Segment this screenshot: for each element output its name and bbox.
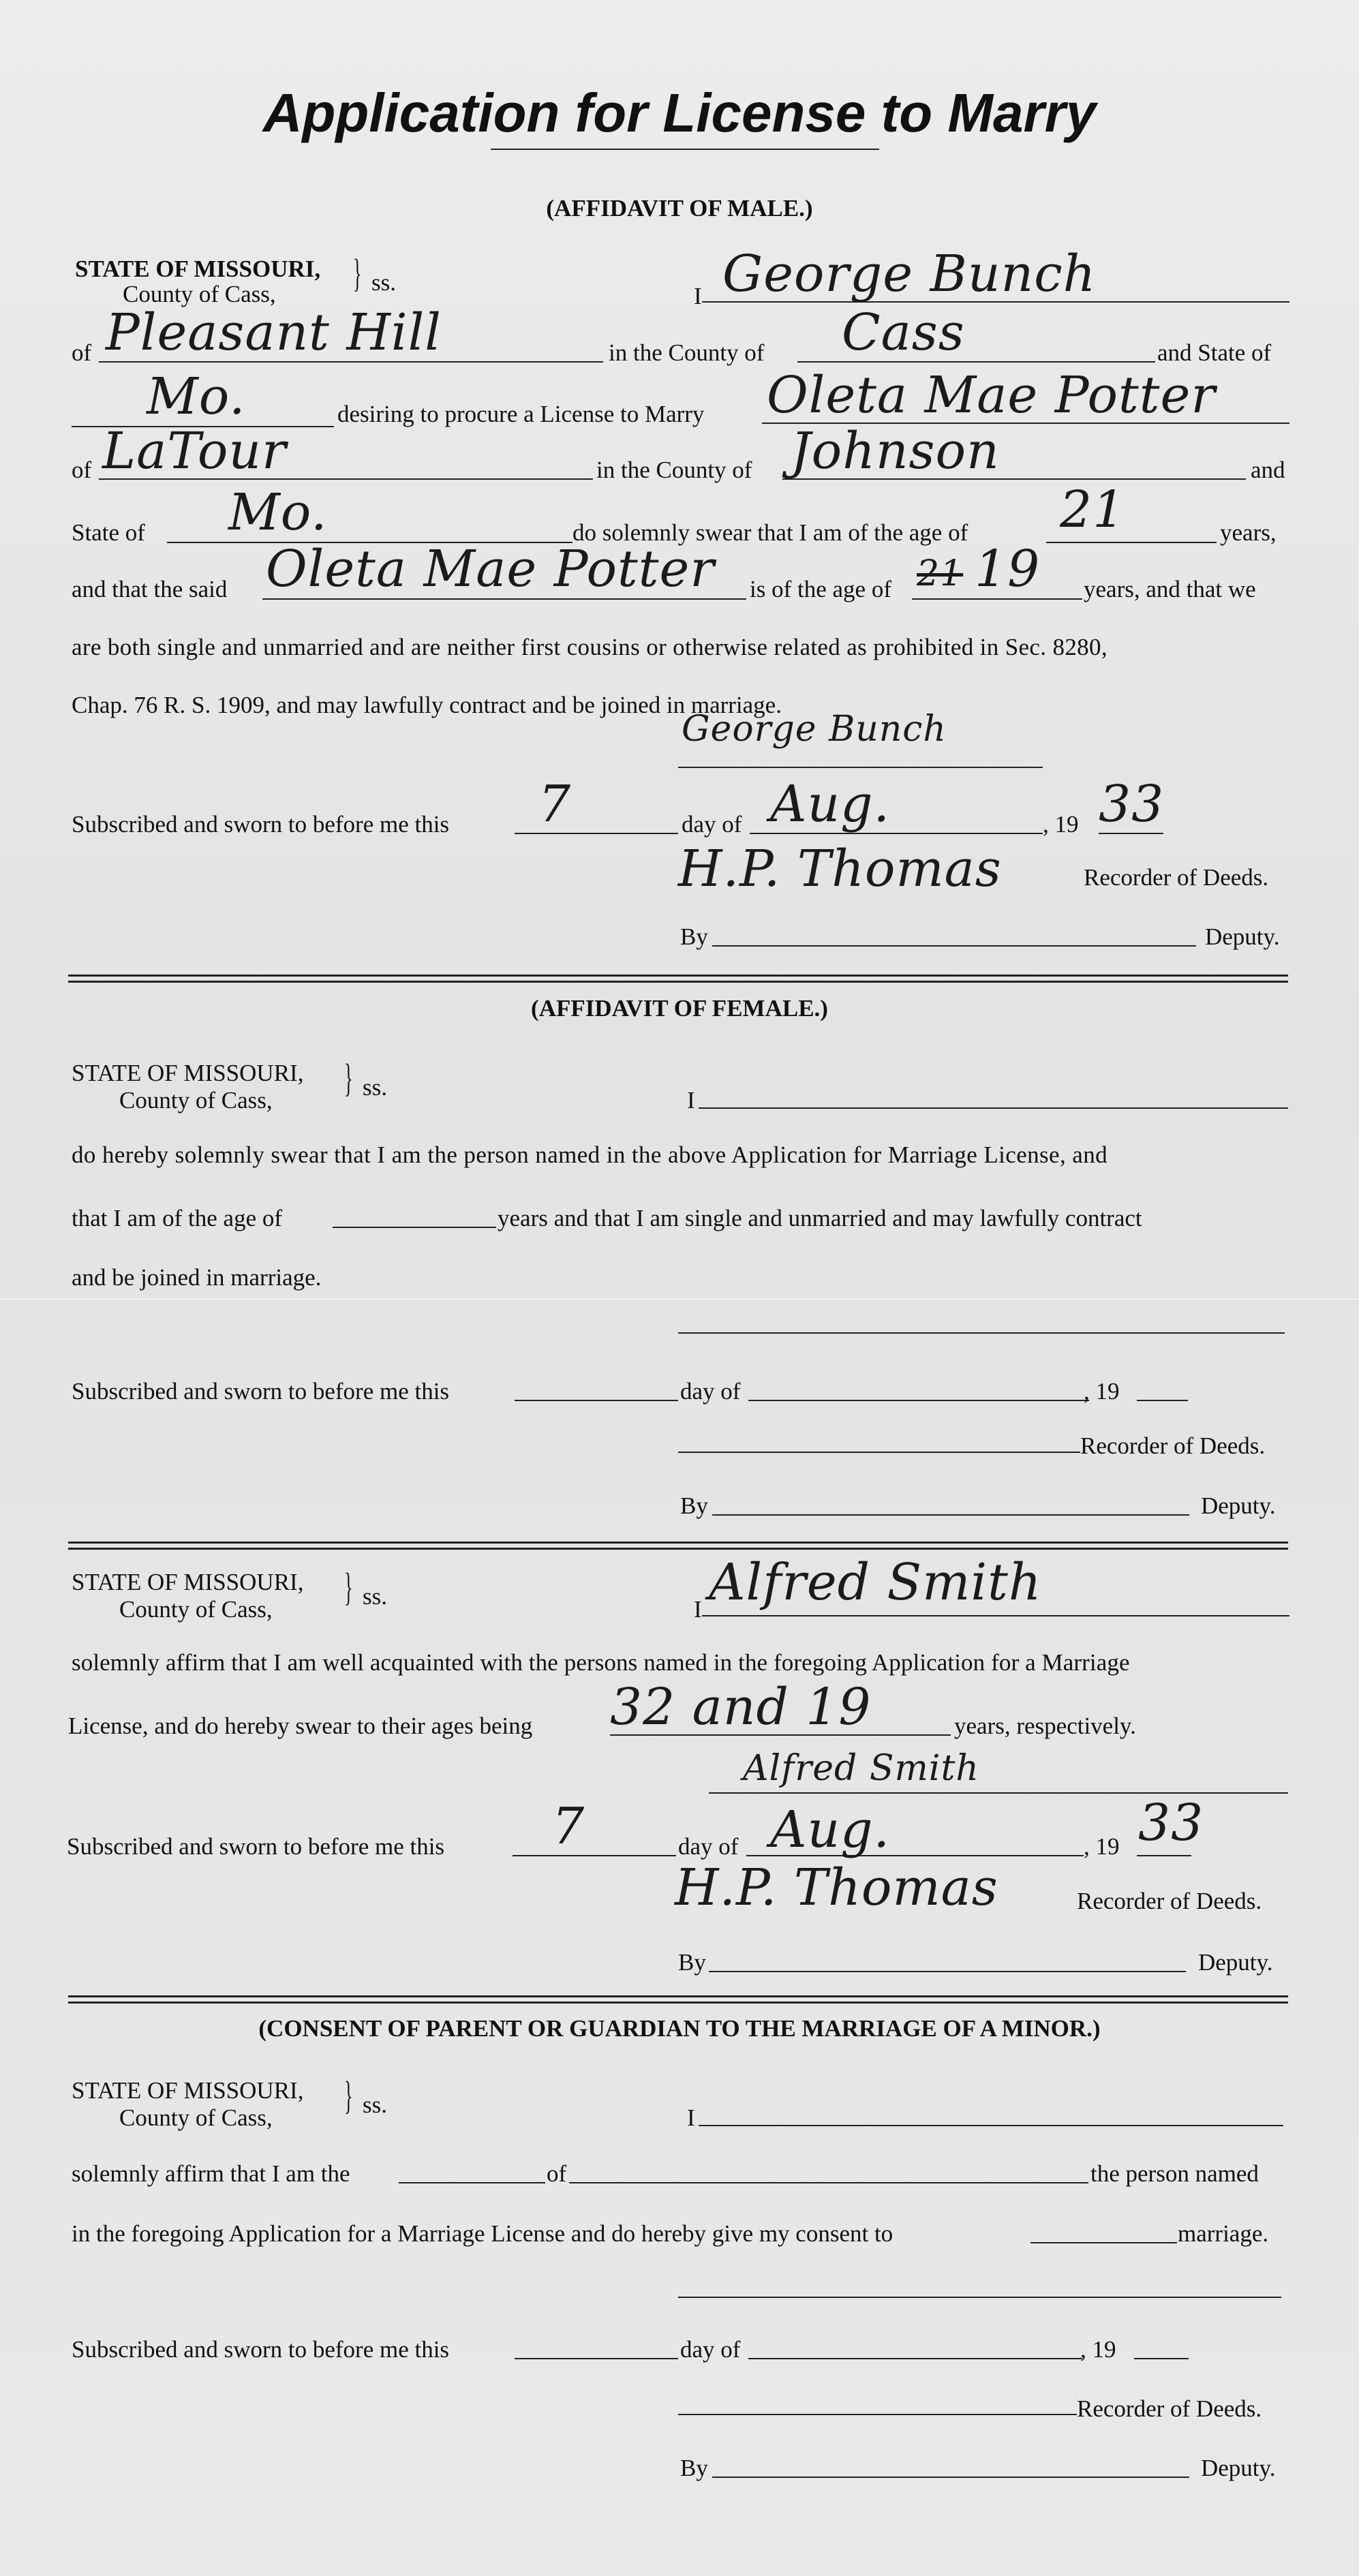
female-line-2b: years and that I am single and unmarried and may lawfully contract [498, 1205, 1142, 1231]
do-swear-label: do solemnly swear that I am of the age of [572, 519, 968, 546]
witness-line-2a: License, and do hereby swear to their ages being [68, 1713, 533, 1739]
day-of-label-4: day of [680, 2336, 741, 2363]
month-line-4 [748, 2358, 1082, 2359]
male-age: 21 [1060, 480, 1126, 539]
brace-icon: } [353, 251, 362, 295]
document-title: Application for License to Marry [262, 82, 1097, 143]
deputy-label-2: Deputy. [1201, 1492, 1276, 1519]
witness-signature: Alfred Smith [743, 1748, 979, 1789]
by-label-3: By [678, 1949, 706, 1976]
groom-county: Cass [842, 303, 965, 362]
county-label-3: County of Cass, [119, 1596, 273, 1623]
of-label: of [72, 339, 92, 366]
sworn-label: Subscribed and sworn to before me this [72, 811, 450, 838]
recorder-signature: H.P. Thomas [678, 840, 1002, 898]
deputy-line [712, 945, 1196, 947]
female-line-2a: that I am of the age of [72, 1205, 283, 1231]
state-label-4: STATE OF MISSOURI, [72, 2077, 304, 2104]
day-of-label-2: day of [680, 1378, 741, 1405]
ss-label-2: ss. [363, 1074, 387, 1101]
state-label: STATE OF MISSOURI, [75, 256, 321, 282]
recorder-label-3: Recorder of Deeds. [1077, 1888, 1262, 1914]
bride-age: 19 [975, 540, 1041, 598]
section-divider-2 [68, 1542, 1288, 1550]
witness-name: Alfred Smith [709, 1553, 1042, 1612]
deputy-line-3 [709, 1971, 1186, 1972]
county-label: County of Cass, [123, 281, 276, 307]
day-of-label: day of [682, 811, 742, 838]
ss-label-4: ss. [363, 2091, 387, 2118]
bride-state: Mo. [228, 483, 328, 542]
groom-name: George Bunch [722, 245, 1097, 303]
year-line-2 [1137, 1400, 1188, 1401]
bride-county: Johnson [791, 422, 1000, 480]
year-line-3 [1137, 1855, 1191, 1856]
male-age-line [1046, 542, 1217, 543]
witness-name-line [702, 1615, 1289, 1616]
day-line-3 [513, 1855, 676, 1856]
desiring-label: desiring to procure a License to Marry [337, 401, 705, 427]
and-label: and [1251, 457, 1285, 483]
deputy-label-4: Deputy. [1201, 2455, 1276, 2481]
recorder-line-2 [678, 1452, 1080, 1453]
by-label-4: By [680, 2455, 708, 2481]
witness-sworn-day: 7 [552, 1797, 585, 1856]
in-county-label: in the County of [609, 339, 765, 366]
by-label: By [680, 923, 708, 950]
day-line-2 [515, 1400, 678, 1401]
recorder-label: Recorder of Deeds. [1084, 864, 1269, 891]
state-of-label: State of [72, 519, 145, 546]
brace-icon-3: } [344, 1565, 353, 1609]
parent-signature-line [678, 2297, 1281, 2298]
is-of-age-label: is of the age of [750, 576, 891, 602]
in-county-label-2: in the County of [596, 457, 752, 483]
sworn-month: Aug. [770, 775, 890, 833]
bride-age-struck: 21 [917, 553, 964, 594]
female-age-line [333, 1227, 496, 1228]
witness-ages: 32 and 19 [610, 1678, 872, 1736]
and-state-label: and State of [1157, 339, 1272, 366]
consent-line-1a: solemnly affirm that I am the [72, 2160, 350, 2187]
of-label-2: of [72, 457, 92, 483]
female-signature-line [678, 1332, 1285, 1334]
state-label-3: STATE OF MISSOURI, [72, 1569, 304, 1595]
section-divider-3 [68, 1995, 1288, 2004]
i-label-3: I [694, 1596, 702, 1623]
sworn-label-2: Subscribed and sworn to before me this [72, 1378, 450, 1405]
paper-fold [0, 1298, 1359, 1300]
bride-town: LaTour [102, 422, 287, 480]
female-name-line [699, 1107, 1288, 1109]
body-line-1: are both single and unmarried and are neither first cousins or otherwise related as prohibited in Sec. 8280, [72, 634, 1108, 660]
male-affidavit-heading: (AFFIDAVIT OF MALE.) [546, 195, 813, 221]
month-line-2 [748, 1400, 1089, 1401]
nineteen-label-2: , 19 [1084, 1378, 1120, 1405]
i-label: I [694, 283, 702, 309]
consent-line-2b: marriage. [1178, 2220, 1269, 2247]
consent-line-1b: of [547, 2160, 567, 2187]
female-line-1: do hereby solemnly swear that I am the person named in the above Application for Marriage License, and [72, 1141, 1108, 1168]
that-the-said-label: and that the said [72, 576, 228, 602]
state-label-2: STATE OF MISSOURI, [72, 1060, 304, 1086]
witness-sworn-month: Aug. [770, 1800, 890, 1859]
years-we-label: years, and that we [1084, 576, 1256, 602]
deputy-label-3: Deputy. [1198, 1949, 1273, 1976]
recorder-label-4: Recorder of Deeds. [1077, 2395, 1262, 2422]
nineteen-label-4: , 19 [1080, 2336, 1116, 2363]
relation-line [399, 2182, 545, 2183]
county-label-2: County of Cass, [119, 1087, 273, 1114]
groom-town: Pleasant Hill [106, 303, 442, 362]
brace-icon-2: } [344, 1056, 353, 1100]
bride-name-2: Oleta Mae Potter [266, 540, 715, 598]
recorder-label-2: Recorder of Deeds. [1080, 1432, 1266, 1459]
day-of-label-3: day of [678, 1833, 739, 1860]
witness-line-2b: years, respectively. [954, 1713, 1136, 1739]
year-line-4 [1134, 2358, 1189, 2359]
bride-age-line [912, 598, 1082, 600]
day-line-4 [515, 2358, 678, 2359]
sworn-year: 33 [1099, 775, 1165, 833]
deputy-line-4 [712, 2477, 1189, 2478]
female-line-3: and be joined in marriage. [72, 1264, 322, 1291]
signature-line [678, 767, 1043, 768]
county-label-4: County of Cass, [119, 2104, 273, 2131]
minor-name-line [569, 2182, 1088, 2183]
groom-state: Mo. [147, 367, 246, 426]
witness-sworn-year: 33 [1138, 1794, 1204, 1852]
parent-name-line [699, 2125, 1283, 2126]
sworn-label-4: Subscribed and sworn to before me this [72, 2336, 450, 2363]
consent-heading: (CONSENT OF PARENT OR GUARDIAN TO THE MARRIAGE OF A MINOR.) [258, 2015, 1101, 2042]
i-label-2: I [687, 1087, 695, 1114]
sworn-day: 7 [538, 775, 572, 833]
witness-line-1: solemnly affirm that I am well acquainted with the persons named in the foregoing Application for a Marriage [72, 1649, 1130, 1676]
deputy-label: Deputy. [1205, 923, 1280, 950]
consent-line-1c: the person named [1090, 2160, 1259, 2187]
i-label-4: I [687, 2104, 695, 2131]
by-label-2: By [680, 1492, 708, 1519]
bride-name-line-2 [262, 598, 746, 600]
ss-label: ss. [371, 269, 396, 296]
body-line-2: Chap. 76 R. S. 1909, and may lawfully contract and be joined in marriage. [72, 692, 782, 718]
nineteen-label-3: , 19 [1084, 1833, 1120, 1860]
years-label: years, [1220, 519, 1277, 546]
section-divider [68, 975, 1288, 983]
brace-icon-4: } [344, 2073, 353, 2117]
deputy-line-2 [712, 1514, 1189, 1516]
consent-name-line [1030, 2242, 1177, 2243]
recorder-line-4 [678, 2414, 1077, 2415]
recorder-signature-2: H.P. Thomas [675, 1858, 998, 1917]
female-affidavit-heading: (AFFIDAVIT OF FEMALE.) [531, 995, 828, 1022]
bride-name: Oleta Mae Potter [767, 366, 1216, 425]
title-underline [491, 149, 879, 150]
nineteen-label: , 19 [1043, 811, 1079, 838]
ss-label-3: ss. [363, 1583, 387, 1610]
consent-line-2a: in the foregoing Application for a Marriage License and do hereby give my consent to [72, 2220, 894, 2247]
sworn-label-3: Subscribed and sworn to before me this [67, 1833, 445, 1860]
groom-signature: George Bunch [682, 709, 947, 750]
